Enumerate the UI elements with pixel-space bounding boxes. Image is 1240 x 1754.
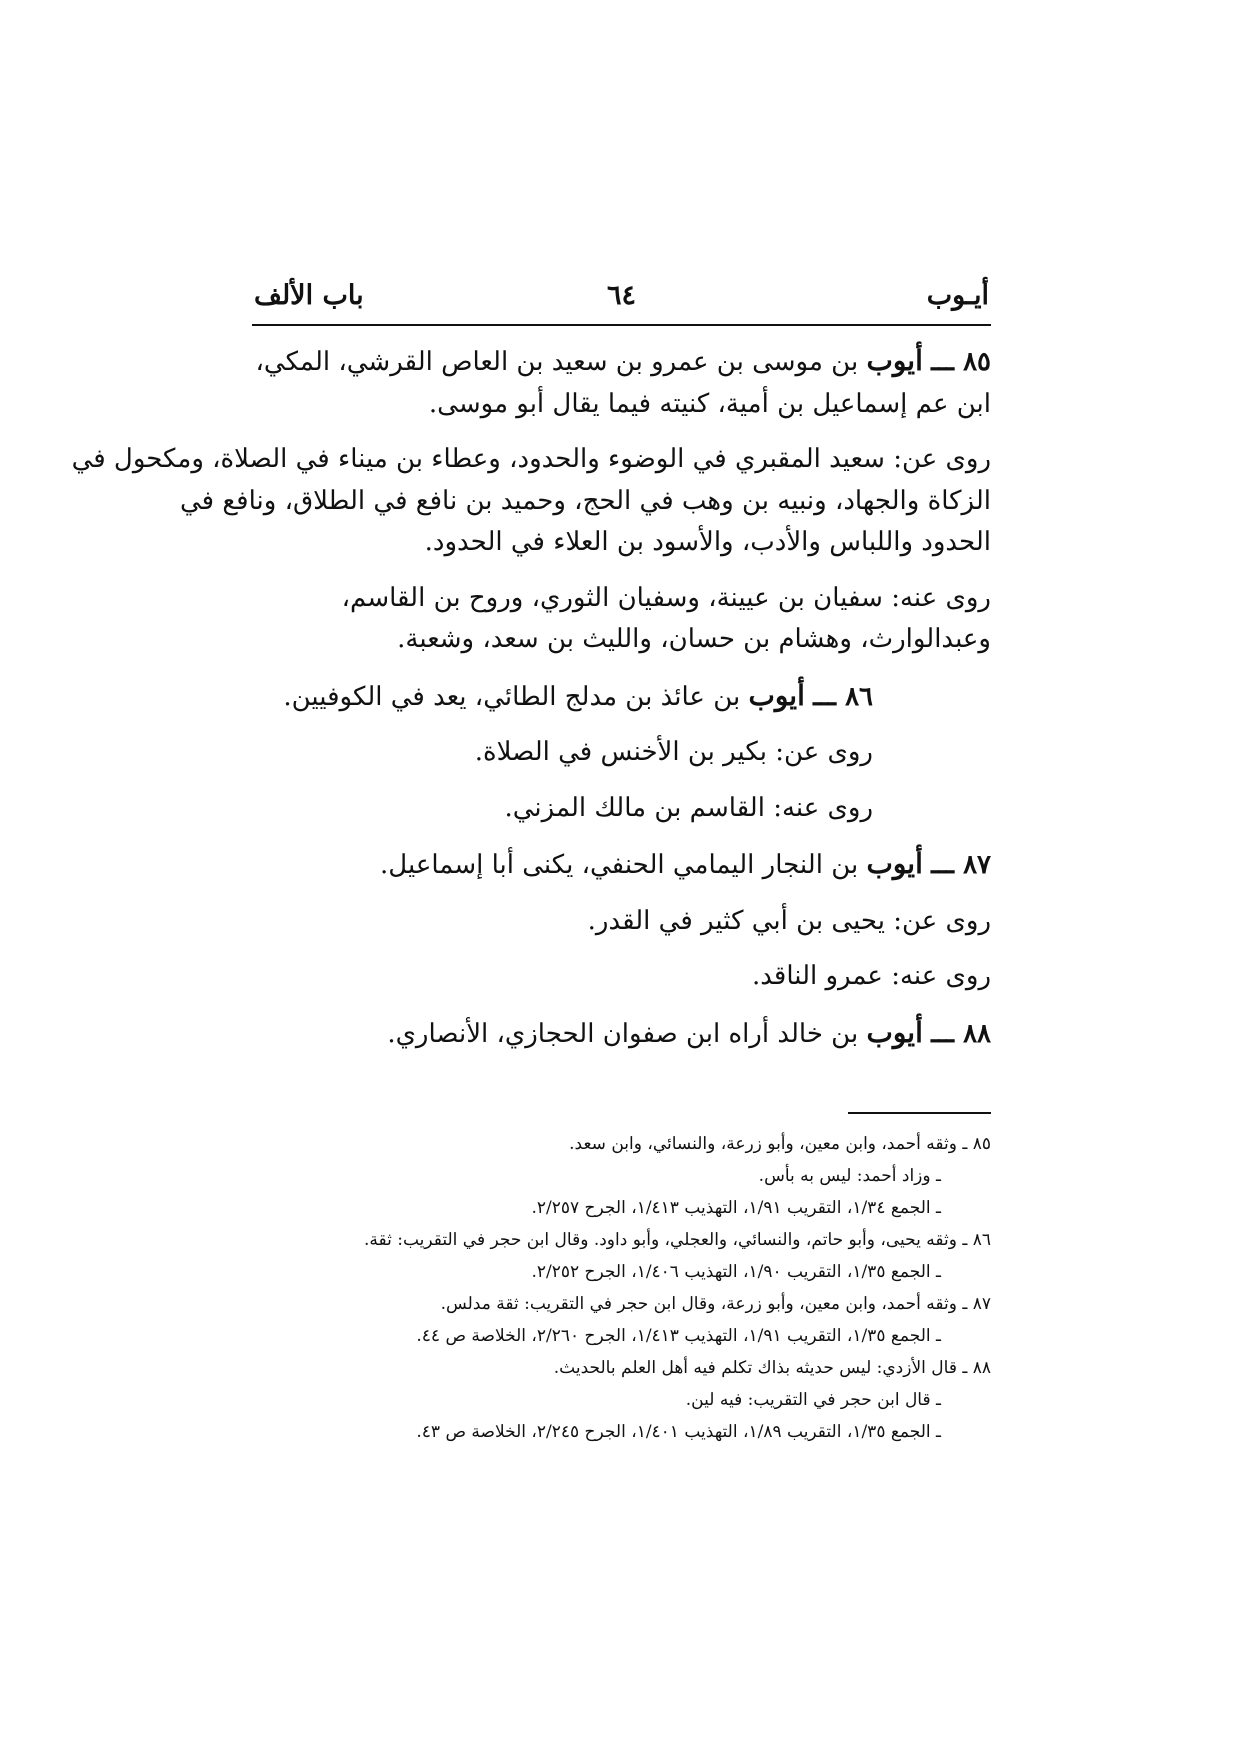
text-line: روى عنه: عمرو الناقد.: [751, 961, 991, 991]
main-text: [71, 340, 991, 1069]
text-line: وعبدالوارث، وهشام بن حسان، والليث بن سعد، وشعبة.: [397, 624, 991, 654]
footnote-87: ٨٧ ـ وثقه أحمد، وابن معين، وأبو زرعة، وقال ابن حجر في التقريب: ثقة مدلس.: [440, 1294, 991, 1314]
footnote-88-sub: ـ قال ابن حجر في التقريب: فيه لين.: [685, 1390, 941, 1410]
entry-number: ٨٥ ـــ: [931, 347, 991, 377]
entry-name: أيوب: [866, 1015, 923, 1049]
text-line: روى عن: بكير بن الأخنس في الصلاة.: [474, 737, 873, 767]
footnote-86-sources: ـ الجمع ١/٣٥، التقريب ١/٩٠، التهذيب ١/٤٠٦، الجرح ٢/٢٥٢.: [531, 1262, 941, 1282]
entry-85: [252, 340, 991, 425]
entry-name: أيوب: [866, 847, 923, 880]
entry-87-narrated-from: [252, 901, 991, 943]
header-divider: [252, 324, 991, 326]
entry-name: أيوب: [866, 344, 923, 377]
entry-87-narrators: [252, 956, 991, 998]
entry-title-rest: بن موسى بن عمرو بن سعيد بن العاص القرشي، المكي،: [255, 347, 859, 377]
entry-title-rest: بن عائذ بن مدلج الطائي، يعد في الكوفيين.: [283, 681, 741, 712]
entry-85-narrators: [252, 578, 991, 661]
entry-title-line: [252, 340, 991, 384]
running-header: [252, 274, 991, 324]
header-section-name: أيـوب: [926, 280, 989, 311]
entry-title-line: [252, 843, 991, 887]
entry-number: ٨٦ ـــ: [813, 681, 873, 712]
footnote-85-sources: ـ الجمع ١/٣٤، التقريب ١/٩١، التهذيب ١/٤١٣، الجرح ٢/٢٥٧.: [531, 1198, 941, 1218]
entry-title-rest: بن خالد أراه ابن صفوان الحجازي، الأنصاري.: [387, 1018, 859, 1049]
footnote-85: ٨٥ ـ وثقه أحمد، وابن معين، وأبو زرعة، والنسائي، وابن سعد.: [569, 1134, 991, 1154]
footnote-88-sources: ـ الجمع ١/٣٥، التقريب ١/٨٩، التهذيب ١/٤٠١، الجرح ٢/٢٤٥، الخلاصة ص ٤٣.: [416, 1422, 941, 1442]
entry-title-line: [252, 675, 873, 719]
footnotes: [252, 1128, 991, 1448]
text-line: روى عن: سعيد المقبري في الوضوء والحدود، وعطاء بن ميناء في الصلاة، ومكحول في: [71, 444, 991, 474]
footnote-divider: [848, 1112, 991, 1114]
entry-title-rest: بن النجار اليمامي الحنفي، يكنى أبا إسماعيل.: [380, 850, 859, 880]
entry-title-continuation: ابن عم إسماعيل بن أمية، كنيته فيما يقال أبو موسى.: [428, 388, 991, 419]
entry-86: [252, 675, 991, 719]
text-line: الزكاة والجهاد، ونبيه بن وهب في الحج، وحميد بن نافع في الطلاق، ونافع في: [179, 485, 991, 516]
entry-86-narrated-from: [252, 732, 991, 774]
entry-title-line: [252, 1012, 991, 1056]
entry-number: ٨٧ ـــ: [931, 850, 991, 880]
footnote-88: ٨٨ ـ قال الأزدي: ليس حديثه بذاك تكلم فيه أهل العلم بالحديث.: [553, 1358, 991, 1378]
text-line: روى عن: يحيى بن أبي كثير في القدر.: [587, 905, 991, 936]
entry-88: [252, 1012, 991, 1056]
entry-85-narrated-from: [71, 439, 991, 564]
page-number: ٦٤: [606, 280, 636, 311]
footnote-87-sources: ـ الجمع ١/٣٥، التقريب ١/٩١، التهذيب ١/٤١٣، الجرح ٢/٢٦٠، الخلاصة ص ٤٤.: [416, 1326, 941, 1346]
entry-number: ٨٨ ـــ: [931, 1018, 991, 1049]
text-line: روى عنه: سفيان بن عيينة، وسفيان الثوري، وروح بن القاسم،: [341, 582, 991, 613]
entry-name: أيوب: [748, 678, 805, 712]
footnote-86: ٨٦ ـ وثقه يحيى، وأبو حاتم، والنسائي، والعجلي، وأبو داود. وقال ابن حجر في التقريب: ثقة.: [363, 1230, 991, 1250]
footnote-85-sub: ـ وزاد أحمد: ليس به بأس.: [758, 1166, 941, 1186]
text-line: الحدود واللباس والأدب، والأسود بن العلاء في الحدود.: [424, 527, 991, 557]
entry-87: [252, 843, 991, 887]
entry-86-narrators: [252, 788, 991, 830]
text-line: روى عنه: القاسم بن مالك المزني.: [504, 792, 873, 823]
header-chapter-title: باب الألف: [254, 280, 364, 311]
